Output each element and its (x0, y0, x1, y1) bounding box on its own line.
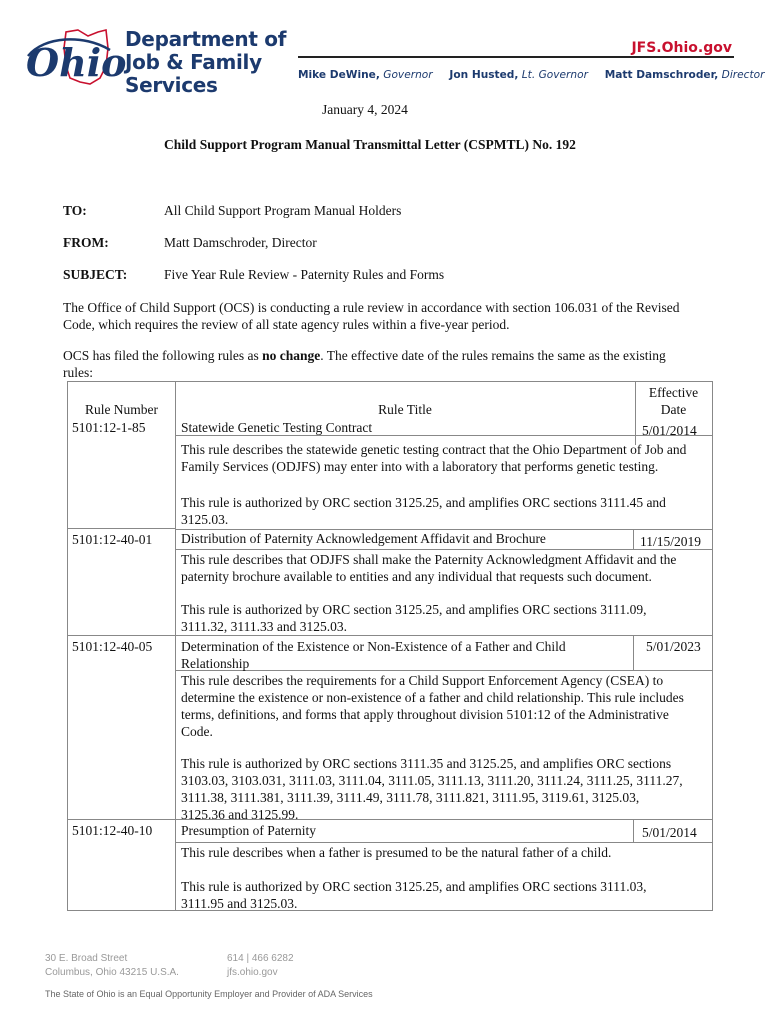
letter-title: Child Support Program Manual Transmittal Letter (CSPMTL) No. 192 (164, 137, 576, 152)
equal-opportunity-statement: The State of Ohio is an Equal Opportunity Employer and Provider of ADA Services (45, 989, 373, 999)
row-1-title: Statewide Genetic Testing Contract (181, 420, 373, 435)
from-value: Matt Damschroder, Director (164, 235, 317, 250)
rules-table (67, 381, 713, 911)
department-name (125, 28, 286, 97)
intro-line-2: Code, which requires the review of all state agency rules within a five-year period. (63, 317, 510, 332)
to-value: All Child Support Program Manual Holders (164, 203, 402, 218)
row-1-description: This rule describes the statewide genetic testing contract that the Ohio Department of Job and Family Services (ODJFS) may enter into with a laboratory that performs genetic testing. (181, 442, 687, 474)
row-4-title: Presumption of Paternity (181, 823, 316, 838)
website-link[interactable]: JFS.Ohio.gov (631, 40, 732, 56)
header-divider (298, 56, 734, 58)
row-2-title: Distribution of Paternity Acknowledgement Affidavit and Brochure (181, 531, 546, 546)
header-rule-title: Rule Title (378, 402, 432, 417)
header-effective-date: Effective Date (648, 385, 699, 417)
row-4-number: 5101:12-40-10 (72, 823, 153, 838)
row-4-description: This rule describes when a father is presumed to be the natural father of a child. (181, 845, 612, 860)
from-label: FROM: (63, 235, 109, 250)
director-name: Matt Damschroder, (604, 69, 719, 81)
to-label: TO: (63, 203, 87, 218)
footer-web-link[interactable]: jfs.ohio.gov (227, 967, 278, 978)
department-line-1: Department of (125, 27, 287, 51)
ohio-logo (24, 26, 127, 92)
subject-value: Five Year Rule Review - Paternity Rules and Forms (164, 267, 445, 282)
footer-address: 30 E. Broad Street Columbus, Ohio 43215 U.S.A. (45, 953, 179, 978)
officials-line (298, 69, 764, 81)
no-change-paragraph (63, 347, 713, 381)
row-1-authority: This rule is authorized by ORC section 3125.25, and amplifies ORC sections 3111.45 and 3125.03. (181, 495, 666, 527)
subject-label: SUBJECT: (63, 267, 128, 282)
department-line-2: Job & Family (125, 50, 262, 74)
intro-paragraph (63, 299, 713, 333)
row-3-authority: This rule is authorized by ORC sections 3111.35 and 3125.25, and amplifies ORC sections 3103.03, 3103.031, 3111.03, 3111.04, 3111.05, 3111.13, 3111.20, 3111.24, 3111.25, 3111.27, 3111.38, 3111.381, 3111.39, 3111.49, 3111.78, 3111.821, 3111.95, 3119.61, 3125.03, 3125.36 and 3125.99. (181, 756, 683, 822)
director-title: Director (721, 69, 765, 81)
department-line-3: Services (125, 73, 218, 97)
lt-governor-title: Lt. Governor (521, 69, 588, 81)
p2-after: . The effective date of the rules remains the same as the existing (320, 348, 666, 363)
row-2-number: 5101:12-40-01 (72, 532, 153, 547)
governor-title: Governor (383, 69, 433, 81)
row-4-date: 5/01/2014 (642, 825, 697, 840)
footer-phone: 614 | 466 6282 (227, 953, 294, 964)
footer-contact (227, 952, 294, 980)
row-2-description: This rule describes that ODJFS shall make the Paternity Acknowledgment Affidavit and the paternity brochure available to entities and any individual that requests such document. (181, 552, 677, 584)
svg-text:Ohio: Ohio (26, 40, 127, 85)
row-4-authority: This rule is authorized by ORC section 3125.25, and amplifies ORC sections 3111.03, 3111.95 and 3125.03. (181, 879, 647, 911)
no-change-emphasis: no change (262, 348, 321, 363)
row-3-date: 5/01/2023 (646, 639, 701, 654)
row-2-date: 11/15/2019 (640, 534, 702, 549)
intro-line-1: The Office of Child Support (OCS) is conducting a rule review in accordance with section 106.031 of the Revised (63, 300, 680, 315)
row-1-date: 5/01/2014 (642, 423, 697, 438)
p2-before: OCS has filed the following rules as (63, 348, 263, 363)
letter-date: January 4, 2024 (322, 102, 408, 117)
row-3-number: 5101:12-40-05 (72, 639, 153, 654)
row-2-authority: This rule is authorized by ORC section 3125.25, and amplifies ORC sections 3111.09, 3111.32, 3111.33 and 3125.03. (181, 602, 647, 634)
header-rule-number: Rule Number (84, 402, 159, 417)
p2-line-2: rules: (63, 365, 93, 380)
row-3-title: Determination of the Existence or Non-Existence of a Father and Child Relationship (181, 639, 566, 671)
governor-name: Mike DeWine, (298, 69, 380, 81)
row-3-description: This rule describes the requirements for a Child Support Enforcement Agency (CSEA) to determine the existence or non-existence of a father and child relationship. This rule includes terms, definitions, and forms that apply throughout division 5101:12 of the Administrative Code. (181, 673, 684, 739)
lt-governor-name: Jon Husted, (449, 69, 519, 81)
row-1-number: 5101:12-1-85 (72, 420, 146, 435)
